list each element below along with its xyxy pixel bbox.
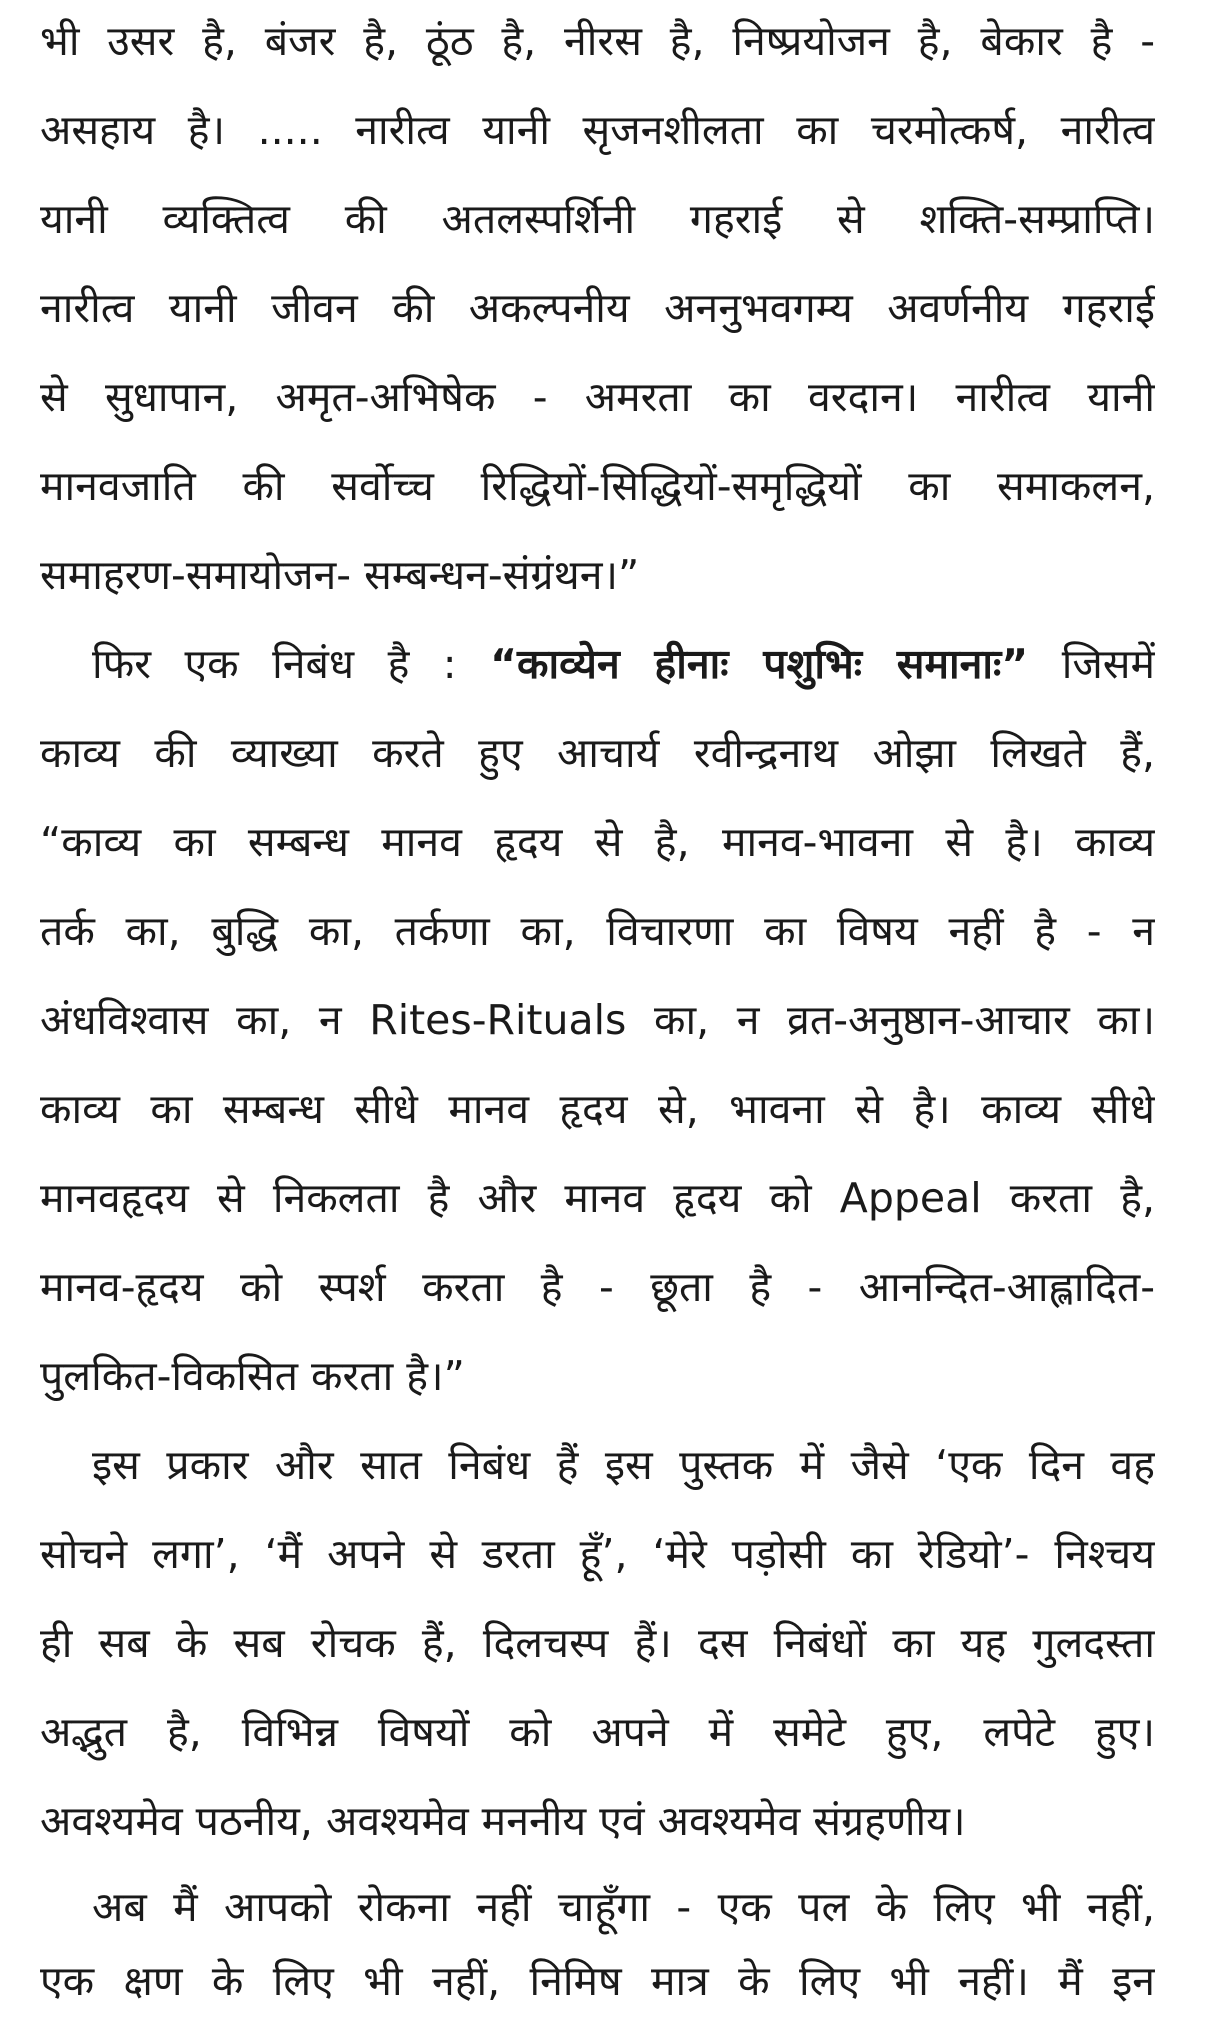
text-line: काव्य की व्याख्या करते हुए आचार्य रवीन्द्रनाथ ओझा लिखते हैं, — [40, 729, 1155, 777]
paragraph-start-line: इस प्रकार और सात निबंध हैं इस पुस्तक में जैसे ‘एक दिन वह — [92, 1441, 1155, 1489]
essay-title-bold: “काव्येन हीनाः पशुभिः समानाः” — [490, 640, 1029, 688]
text-line: नारीत्व यानी जीवन की अकल्पनीय अननुभवगम्य अवर्णनीय गहराई — [40, 284, 1155, 332]
text-run: जिसमें — [1028, 640, 1155, 688]
paragraph-end-line: समाहरण-समायोजन- सम्बन्धन-संग्रंथन।” — [40, 551, 640, 599]
text-line: एक क्षण के लिए भी नहीं, निमिष मात्र के लिए भी नहीं। मैं इन — [40, 1957, 1155, 2005]
text-line: से सुधापान, अमृत-अभिषेक - अमरता का वरदान। नारीत्व यानी — [40, 373, 1155, 421]
text-line: तर्क का, बुद्धि का, तर्कणा का, विचारणा का विषय नहीं है - न — [40, 907, 1155, 955]
text-line: मानवजाति की सर्वोच्च रिद्धियों-सिद्धियों-समृद्धियों का समाकलन, — [40, 462, 1155, 510]
text-line: यानी व्यक्तित्व की अतलस्पर्शिनी गहराई से शक्ति-सम्प्राप्ति। — [40, 195, 1155, 243]
text-line: मानव-हृदय को स्पर्श करता है - छूता है - आनन्दित-आह्लादित- — [40, 1263, 1155, 1311]
text-line: ही सब के सब रोचक हैं, दिलचस्प हैं। दस निबंधों का यह गुलदस्ता — [40, 1619, 1155, 1667]
text-line: “काव्य का सम्बन्ध मानव हृदय से है, मानव-भावना से है। काव्य — [40, 818, 1155, 866]
text-line: अंधविश्वास का, न Rites-Rituals का, न व्रत-अनुष्ठान-आचार का। — [40, 996, 1155, 1044]
text-line: अद्भुत है, विभिन्न विषयों को अपने में समेटे हुए, लपेटे हुए। — [40, 1708, 1155, 1756]
text-run: फिर एक निबंध है : — [92, 640, 491, 688]
text-line: काव्य का सम्बन्ध सीधे मानव हृदय से, भावना से है। काव्य सीधे — [40, 1085, 1155, 1133]
paragraph-start-line — [92, 617, 1155, 711]
text-line: भी उसर है, बंजर है, ठूंठ है, नीरस है, निष्प्रयोजन है, बेकार है - — [40, 17, 1155, 65]
text-line: असहाय है। ..... नारीत्व यानी सृजनशीलता का चरमोत्कर्ष, नारीत्व — [40, 106, 1155, 154]
text-line: मानवहृदय से निकलता है और मानव हृदय को Appeal करता है, — [40, 1174, 1155, 1222]
paragraph-end-line: अवश्यमेव पठनीय, अवश्यमेव मननीय एवं अवश्यमेव संग्रहणीय। — [40, 1797, 966, 1845]
paragraph-end-line: पुलकित-विकसित करता है।” — [40, 1352, 465, 1400]
paragraph-start-line: अब मैं आपको रोकना नहीं चाहूँगा - एक पल के लिए भी नहीं, — [92, 1883, 1155, 1931]
text-line: सोचने लगा’, ‘मैं अपने से डरता हूँ’, ‘मेरे पड़ोसी का रेडियो’- निश्चय — [40, 1530, 1155, 1578]
